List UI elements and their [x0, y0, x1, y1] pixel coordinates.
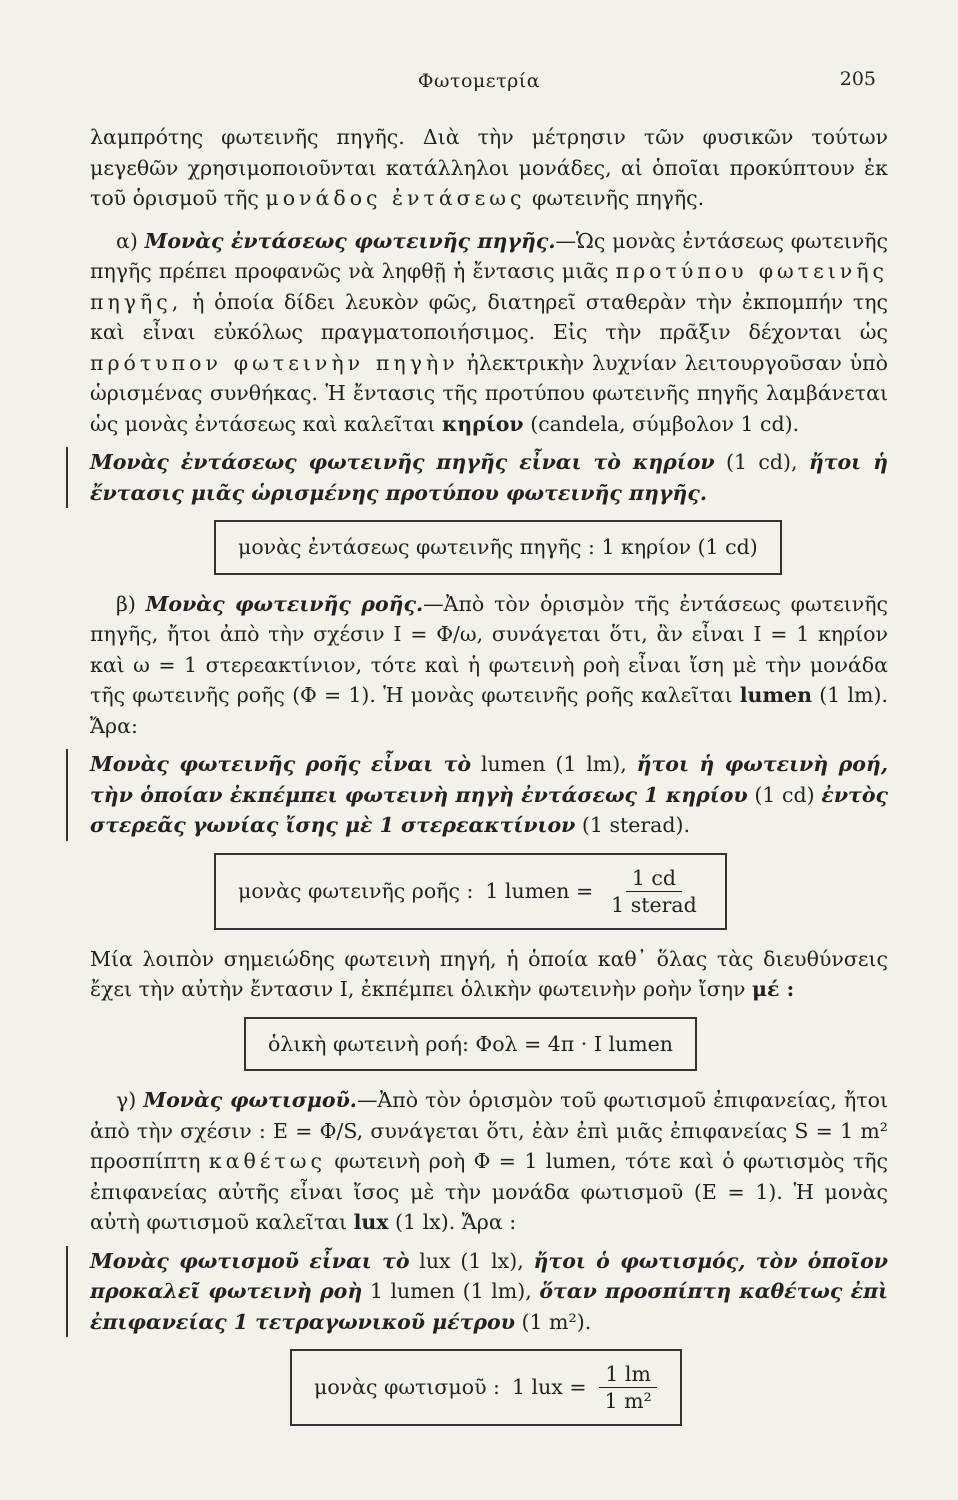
def-b-plain-1: lumen (1 lm),: [480, 752, 627, 776]
intro-text-end: φωτεινῆς πηγῆς.: [532, 186, 705, 210]
section-c-spaced: καθέτως: [208, 1149, 327, 1173]
fraction-numerator: 1 lm: [599, 1361, 657, 1388]
section-b-label: β): [116, 591, 136, 616]
formula-box-flux: [214, 853, 727, 930]
section-b-paragraph-2: [90, 944, 888, 1005]
def-b-plain-3: (1 sterad).: [581, 813, 691, 837]
fraction-denominator: 1 sterad: [611, 892, 697, 917]
formula-lux-label: μονὰς φωτισμοῦ :: [314, 1375, 500, 1400]
section-b-p2-text: Μία λοιπὸν σημειώδης φωτεινὴ πηγή, ἡ ὁποία καθ᾿ ὅλας τὰς διευθύνσεις ἔχει τὴν αὐτὴν ἔντασιν I, ἐκπέμπει ὁλικὴν φωτεινὴν ροὴν ἴσην: [90, 946, 888, 1001]
def-a-bold-2: ἤτοι ἡ ἔντασις μιᾶς ὡρισμένης προτύπου φωτεινῆς πηγῆς.: [90, 450, 888, 505]
section-b-unit-word: lumen: [739, 683, 813, 707]
def-b-bold-1: Μονὰς φωτεινῆς ροῆς εἶναι τὸ: [90, 752, 472, 776]
formula-box-total-flux: [244, 1017, 697, 1072]
section-b-text-1: —Ἀπὸ τὸν ὁρισμὸν τῆς ἐντάσεως φωτεινῆς πηγῆς, ἤτοι ἀπὸ τὴν σχέσιν I = Φ/ω, συνάγεται ὅτι, ἂν εἶναι I = 1 κηρίον καὶ ω = 1 στερεακτίνιον, τότε καὶ ἡ φωτεινὴ ροὴ εἶναι ἴση μὲ τὴν μονάδα τῆς φωτεινῆς ροῆς (Φ = 1). Ἡ μονὰς φωτεινῆς ροῆς καλεῖται: [90, 591, 888, 707]
section-a-text-2: ἡ ὁποία δίδει λευκὸν φῶς, διατηρεῖ σταθερὰν τὴν ἐκπομπήν της καὶ εἶναι εὐκόλως πραγματοποιήσιμος. Εἰς τὴν πρᾶξιν δέχονται ὡς: [90, 289, 888, 344]
formula-box-illuminance: [290, 1349, 682, 1426]
def-c-bold-1: Μονὰς φωτισμοῦ εἶναι τὸ: [90, 1248, 410, 1273]
section-a-text-1: —Ὡς μονὰς ἐντάσεως φωτεινῆς πηγῆς πρέπει προφανῶς νὰ ληφθῇ ἡ ἔντασις μιᾶς: [90, 228, 888, 283]
formula-flux-label: μονὰς φωτεινῆς ροῆς :: [238, 878, 474, 903]
intro-spaced-text: μονάδος ἐντάσεως: [265, 186, 526, 210]
section-a-spaced-2: πρότυπον φωτεινὴν πηγὴν: [90, 350, 459, 375]
section-a-definition: [66, 447, 888, 508]
def-c-plain-3: (1 m²).: [521, 1309, 592, 1334]
fraction-numerator: 1 cd: [626, 865, 682, 892]
section-a-unit-word: κηρίον: [441, 411, 524, 436]
formula-total-flux: ὁλικὴ φωτεινὴ ροή: Φολ = 4π · I lumen: [268, 1031, 673, 1056]
section-c-paragraph: [90, 1085, 888, 1238]
section-b-paragraph: [90, 589, 888, 742]
page-body: [90, 122, 888, 1440]
def-c-bold-3: ὅταν προσπίπτη καθέτως ἐπὶ ἐπιφανείας 1 τετραγωνικοῦ μέτρου: [90, 1279, 888, 1334]
formula-box-intensity: [214, 520, 782, 575]
formula-flux-fraction: [605, 865, 703, 918]
section-c-heading: Μονὰς φωτισμοῦ.: [143, 1088, 357, 1112]
formula-flux-lhs: 1 lumen =: [485, 878, 594, 903]
page-header: [0, 70, 958, 100]
def-b-bold-2: ἤτοι ἡ φωτεινὴ ροή, τὴν ὁποίαν ἐκπέμπει φωτεινὴ πηγὴ ἐντάσεως 1 κηρίου: [90, 752, 888, 807]
section-a-heading: Μονὰς ἐντάσεως φωτεινῆς πηγῆς.: [144, 228, 556, 253]
page-number: 205: [839, 68, 876, 90]
formula-intensity: μονὰς ἐντάσεως φωτεινῆς πηγῆς : 1 κηρίον (1 cd): [238, 535, 758, 559]
section-a-paragraph: [90, 226, 888, 440]
def-a-plain: (1 cd),: [725, 450, 798, 474]
section-a-text-4: (candela, σύμβολον 1 cd).: [530, 411, 800, 436]
section-a-spaced-1: προτύπου φωτεινῆς πηγῆς,: [90, 259, 888, 314]
section-b-heading: Μονὰς φωτεινῆς ροῆς.: [145, 591, 424, 616]
section-b-p2-end: μέ :: [751, 977, 795, 1001]
section-c-unit-word: lux: [353, 1210, 389, 1234]
def-c-plain-2: 1 lumen (1 lm),: [369, 1279, 532, 1303]
section-a-text-3: ἠλεκτρικὴν λυχνίαν λειτουργοῦσαν ὑπὸ ὡρισμένας συνθήκας. Ἡ ἔντασις τῆς προτύπου φωτεινῆς πηγῆς λαμβάνεται ὡς μονὰς ἐντάσεως καὶ καλεῖται: [90, 350, 888, 436]
formula-lux-fraction: [599, 1361, 658, 1414]
def-c-plain-1: lux (1 lx),: [419, 1248, 524, 1273]
section-c-definition: [66, 1246, 888, 1338]
section-c-text-3: (1 lx). Ἄρα :: [395, 1210, 517, 1234]
intro-text: λαμπρότης φωτεινῆς πηγῆς. Διὰ τὴν μέτρησιν τῶν φυσικῶν τούτων μεγεθῶν χρησιμοποιοῦνται κατάλληλοι μονάδες, αἱ ὁποῖαι προκύπτουν ἐκ τοῦ ὁρισμοῦ τῆς: [90, 125, 888, 210]
def-b-plain-2: (1 cd): [754, 782, 815, 807]
formula-lux-lhs: 1 lux =: [511, 1375, 587, 1400]
def-c-bold-2: ἤτοι ὁ φωτισμός, τὸν ὁποῖον προκαλεῖ φωτεινὴ ροὴ: [90, 1248, 888, 1303]
section-c-label: γ): [116, 1088, 137, 1112]
fraction-denominator: 1 m²: [604, 1389, 652, 1413]
def-b-bold-3: ἐντὸς στερεᾶς γωνίας ἴσης μὲ 1 στερεακτίνιον: [90, 782, 888, 837]
section-a-label: α): [116, 228, 138, 253]
section-c-text-2: φωτεινὴ ροὴ Φ = 1 lumen, τότε καὶ ὁ φωτισμὸς τῆς ἐπιφανείας αὐτῆς εἶναι ἴσος μὲ τὴν μονάδα φωτισμοῦ (E = 1). Ἡ μονὰς αὐτὴ φωτισμοῦ καλεῖται: [90, 1149, 888, 1234]
section-b-definition: [66, 749, 888, 841]
section-b-text-2: (1 lm). Ἄρα:: [90, 683, 888, 738]
def-a-bold-1: Μονὰς ἐντάσεως φωτεινῆς πηγῆς εἶναι τὸ κηρίον: [90, 450, 715, 474]
intro-paragraph: [90, 122, 888, 214]
running-title: Φωτομετρία: [417, 70, 541, 92]
section-c-text-1: —Ἀπὸ τὸν ὁρισμὸν τοῦ φωτισμοῦ ἐπιφανείας, ἤτοι ἀπὸ τὴν σχέσιν : E = Φ/S, συνάγεται ὅτι, ἐὰν ἐπὶ μιᾶς ἐπιφανείας S = 1 m² προσπίπτη: [90, 1088, 888, 1173]
